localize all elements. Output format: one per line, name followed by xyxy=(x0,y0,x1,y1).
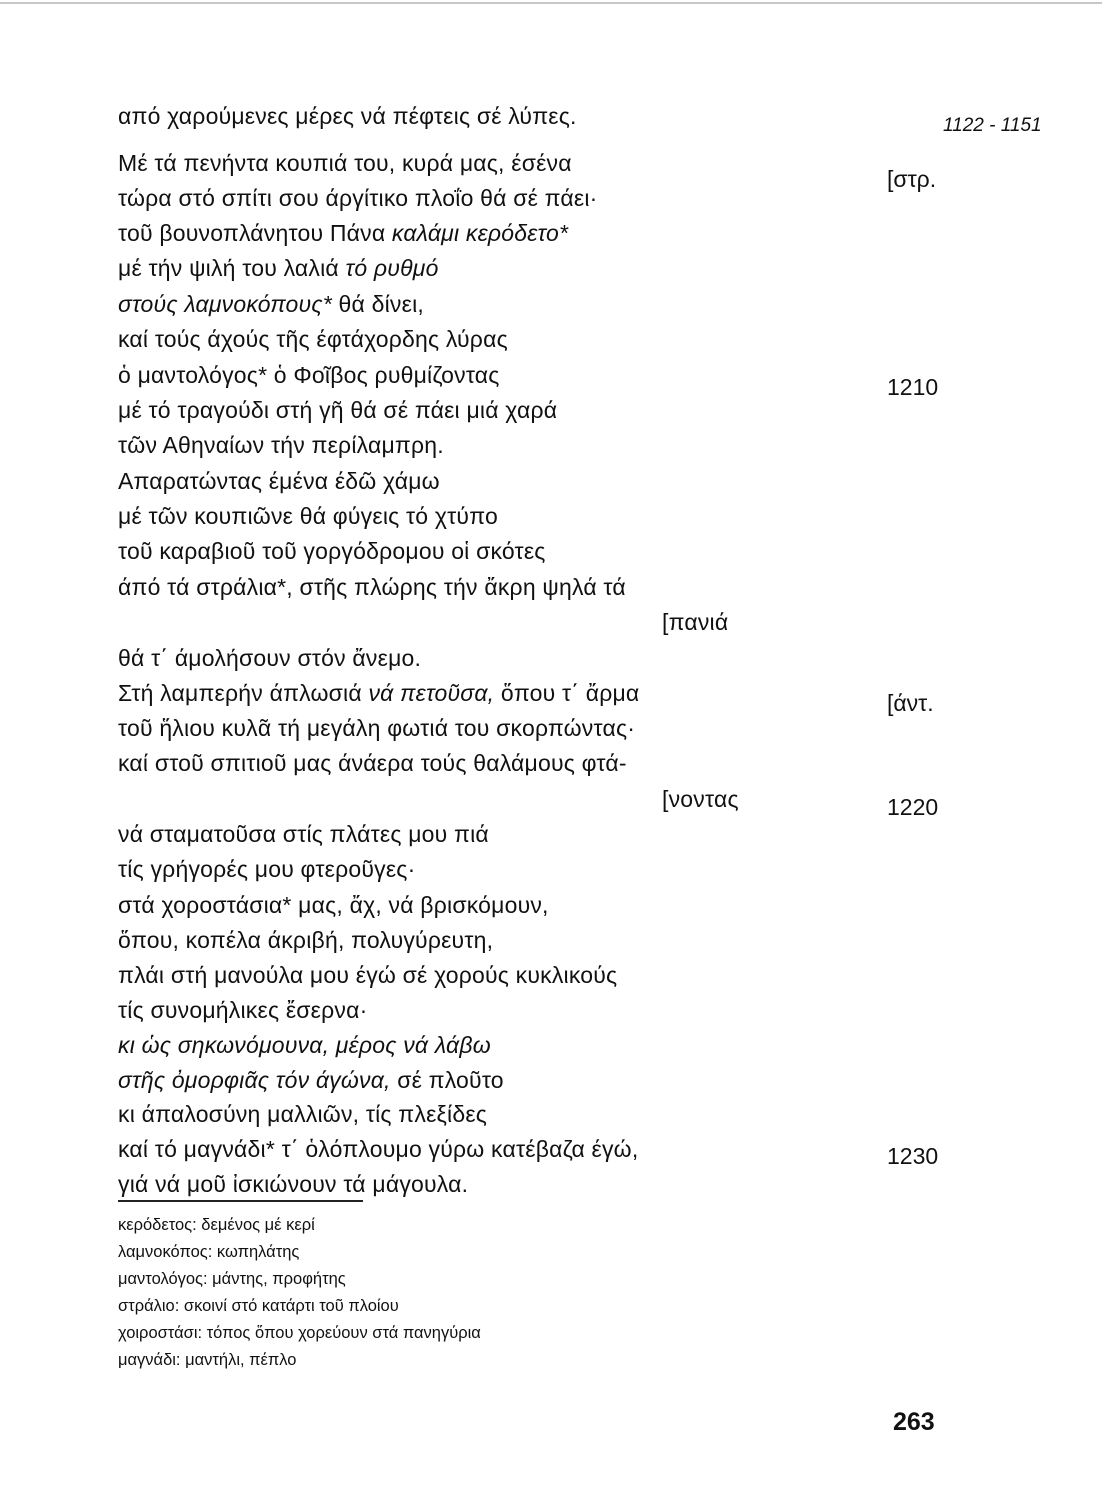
poem-line xyxy=(118,927,493,954)
poem-line-segment: καί τό μαγνάδι* τ΄ ὁλόπλουμο γύρω κατέβαζα έγώ, xyxy=(118,1136,639,1162)
line-number-1210: 1210 xyxy=(887,374,939,400)
footnote-separator xyxy=(118,1200,363,1202)
poem-line-segment: πλάι στή μανούλα μου έγώ σέ χορούς κυκλικούς xyxy=(118,962,618,988)
poem-line xyxy=(118,1136,638,1163)
poem-line-segment: [πανιά xyxy=(662,609,729,635)
poem-line xyxy=(118,1067,504,1094)
line-number-1220: 1220 xyxy=(887,794,939,820)
poem-line-italic-segment: τό ρυθμό xyxy=(345,255,439,281)
footnote: στράλιο: σκοινί στό κατάρτι τοῦ πλοίου xyxy=(118,1297,399,1315)
poem-line xyxy=(118,1101,487,1128)
poem-line-italic-segment: κι ὡς σηκωνόμουνα, μέρος νά λάβω xyxy=(118,1032,491,1058)
poem-line-segment: τοῦ καραβιοῦ τοῦ γοργόδρομου οἱ σκότες xyxy=(118,538,546,564)
poem-line xyxy=(118,150,572,177)
poem-line-segment: [νοντας xyxy=(662,786,739,812)
poem-line-segment: τοῦ ἥλιου κυλᾶ τή μεγάλη φωτιά του σκορπώντας· xyxy=(118,715,636,741)
poem-line-segment: νά σταματοῦσα στίς πλάτες μου πιά xyxy=(118,821,489,847)
footnote: χοιροστάσι: τόπος ὅπου χορεύουν στά πανηγύρια xyxy=(118,1324,481,1342)
poem-line-segment: Στή λαμπερήν άπλωσιά xyxy=(118,680,369,706)
poem-line xyxy=(118,103,577,130)
poem-line-segment: μέ τήν ψιλή του λαλιά xyxy=(118,255,346,281)
poem-line-segment: τῶν Αθηναίων τήν περίλαμπρη. xyxy=(118,432,444,458)
poem-line xyxy=(118,255,439,282)
poem-line-italic-segment: στῆς ὀμορφιᾶς τόν άγώνα, xyxy=(118,1067,391,1093)
poem-line xyxy=(118,468,440,495)
poem-line xyxy=(118,645,421,672)
poem-line xyxy=(118,750,627,777)
poem-line-segment: καί στοῦ σπιτιοῦ μας άνάερα τούς θαλάμους φτά- xyxy=(118,750,627,776)
poem-line xyxy=(118,432,444,459)
poem-line-segment: ὅπου τ΄ ἄρμα xyxy=(494,680,640,706)
poem-line-italic-segment: στούς λαμνοκόπους* xyxy=(118,291,332,317)
footnote: λαμνοκόπος: κωπηλάτης xyxy=(118,1243,300,1261)
line-number-1230: 1230 xyxy=(887,1143,939,1169)
poem-line-italic-segment: νά πετοῦσα, xyxy=(368,680,495,706)
poem-line-segment: γιά νά μοῦ ἰσκιώνουν τά μάγουλα. xyxy=(118,1171,469,1197)
poem-line xyxy=(118,962,617,989)
poem-line xyxy=(118,220,568,247)
poem-line xyxy=(662,786,739,813)
poem-line xyxy=(118,715,635,742)
poem-line xyxy=(118,680,639,707)
footnote: μαγνάδι: μαντήλι, πέπλο xyxy=(118,1351,297,1369)
poem-line-italic-segment: καλάμι κερόδετο* xyxy=(391,220,569,246)
poem-line-segment: ὁ μαντολόγος* ὁ Φοῖβος ρυθμίζοντας xyxy=(118,362,500,388)
poem-line-segment: Μέ τά πενήντα κουπιά του, κυρά μας, έσένα xyxy=(118,150,572,176)
poem-line-segment: θά τ΄ άμολήσουν στόν ἄνεμο. xyxy=(118,645,422,671)
margin-marker-antistrophe: [άντ. xyxy=(887,690,934,716)
poem-line-segment: τοῦ βουνοπλάνητου Πάνα xyxy=(118,220,392,246)
poem-line-segment: μέ τῶν κουπιῶνε θά φύγεις τό χτύπο xyxy=(118,503,498,529)
poem-line xyxy=(118,821,489,848)
poem-line-segment: τίς συνομήλικες ἔσερνα· xyxy=(118,997,368,1023)
poem-line-segment: Απαρατώντας έμένα έδῶ χάμω xyxy=(118,468,440,494)
footnote: μαντολόγος: μάντης, προφήτης xyxy=(118,1270,346,1288)
poem-line-segment: από χαρούμενες μέρες νά πέφτεις σέ λύπες. xyxy=(118,103,577,129)
line-range-header: 1122 - 1151 xyxy=(943,115,1042,136)
poem-line xyxy=(118,892,549,919)
poem-line-segment: καί τούς άχούς τῆς έφτάχορδης λύρας xyxy=(118,326,508,352)
poem-line-segment: ὅπου, κοπέλα άκριβή, πολυγύρευτη, xyxy=(118,927,494,953)
poem-line xyxy=(118,856,415,883)
poem-line-segment: θά δίνει, xyxy=(331,291,424,317)
poem-line xyxy=(118,185,598,212)
poem-line xyxy=(118,326,508,353)
poem-line xyxy=(118,574,626,601)
poem-line xyxy=(118,397,557,424)
top-scan-edge xyxy=(0,2,1102,4)
poem-line-segment: κι άπαλοσύνη μαλλιῶν, τίς πλεξίδες xyxy=(118,1101,488,1127)
poem-line xyxy=(118,997,367,1024)
page-number: 263 xyxy=(893,1408,935,1436)
poem-line xyxy=(118,362,500,389)
poem-line-segment: στά χοροστάσια* μας, ἄχ, νά βρισκόμουν, xyxy=(118,892,549,918)
poem-line xyxy=(118,1171,468,1198)
poem-line-segment: τώρα στό σπίτι σου άργίτικο πλοΐο θά σέ πάει· xyxy=(118,185,598,211)
poem-line xyxy=(118,291,424,318)
poem-line-segment: μέ τό τραγούδι στή γῆ θά σέ πάει μιά χαρά xyxy=(118,397,558,423)
poem-line-segment: άπό τά στράλια*, στῆς πλώρης τήν ἄκρη ψηλά τά xyxy=(118,574,626,600)
poem-line xyxy=(662,609,728,636)
poem-line xyxy=(118,1032,491,1059)
poem-line xyxy=(118,538,546,565)
poem-line-segment: σέ πλοῦτο xyxy=(390,1067,504,1093)
margin-marker-strophe: [στρ. xyxy=(887,166,937,192)
footnote: κερόδετος: δεμένος μέ κερί xyxy=(118,1216,315,1234)
poem-line-segment: τίς γρήγορές μου φτεροῦγες· xyxy=(118,856,416,882)
poem-line xyxy=(118,503,498,530)
